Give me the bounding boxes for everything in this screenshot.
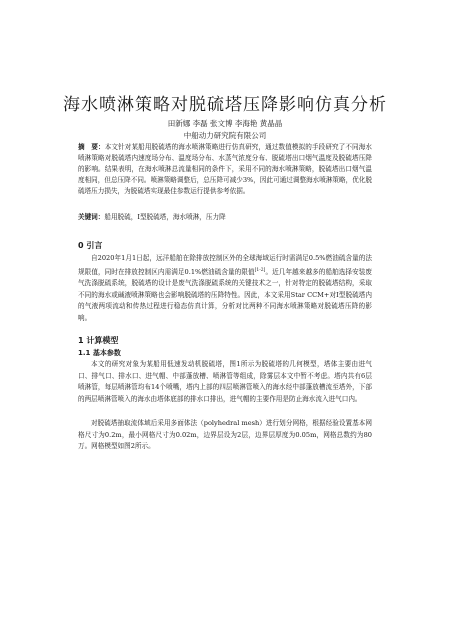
keywords-label: 关键词： [78, 213, 105, 221]
paper-title: 海水喷淋策略对脱硫塔压降影响仿真分析 [63, 95, 387, 115]
intro-text-b: 。近几年越来越多的船舶选择安装废气洗涤脱硫系统，脱硫塔的设计是废气洗涤脱硫系统的关键技术之一，针对特定的脱硫塔结构，采取不同的海水或碱液喷淋策略也会影响脱硫塔的压降特性。因此，本文采用Star CCM+对I型脱硫塔内的气液两项流动和传热过程进行稳态仿真计算，分析对比两种不同海水喷淋策略对脱硫塔压降的影响。 [78, 267, 372, 322]
section1-para2: 对脱硫塔抽取流体域后采用多面体法（polyhedral mesh）进行划分网格，根据经验设置基本网格尺寸为0.2m，最小网格尺寸为0.02m，边界层设为2层，边界层厚度为0.05m，网格总数约为80万。网格模型如图2所示。 [78, 419, 372, 450]
intro-paragraph [78, 253, 372, 324]
citation: [1-2] [254, 267, 266, 273]
keywords-text: 船用脱硫，I型脱硫塔，海水喷淋，压力降 [104, 213, 226, 221]
intro-text-a: 自2020年1月1日起，远洋船舶在除排放控制区外的全球海域运行时需满足0.5%燃油硫含量的法规限值，同时在排放控制区内需满足0.1%燃油硫含量的限值 [78, 254, 372, 276]
author-list: 田新娜 李磊 张文博 李海艳 黄晶晶 [167, 119, 283, 128]
affiliation: 中船动力研究院有限公司 [183, 131, 267, 140]
section1-1-heading: 1.1 基本参数 [78, 349, 121, 357]
section1-para1: 本文的研究对象为某船用低速发动机脱硫塔，图1所示为脱硫塔的几何模型，塔体主要由进气口、排气口、排水口、进气帽、中部蓬放槽、喷淋管等组成，除雾层本文中暂不考虑。塔内共有6层喷淋管，每层喷淋管均布14个喷嘴，塔内上部的四层喷淋管喷入的海水经中部蓬放槽流至塔外，下部的两层喷淋管喷入的海水由塔体底部的排水口排出，进气帽的主要作用是防止海水流入进气口内。 [78, 360, 372, 403]
abstract [78, 142, 372, 197]
keywords [78, 212, 372, 223]
abstract-label: 摘 要： [78, 143, 105, 151]
abstract-text: 本文针对某船用脱硫塔的海水喷淋策略进行仿真研究，通过数值模拟的手段研究了不同海水喷淋策略对脱硫塔内速度场分布、温度场分布、水蒸气浓度分布、脱硫塔出口烟气温度及脱硫塔压降的影响。结果表明，在海水喷淋总流量相同的条件下，采用不同的海水喷淋策略，脱硫塔出口烟气温度相同，但总压降不同。喷淋策略调整后，总压降可减少3%，因此可通过调整海水喷淋策略，优化脱硫塔压力损失，为脱硫塔实现最佳参数运行提供参考依据。 [78, 143, 373, 195]
intro-heading: 0 引言 [78, 241, 103, 250]
section1-heading: 1 计算模型 [78, 336, 119, 345]
